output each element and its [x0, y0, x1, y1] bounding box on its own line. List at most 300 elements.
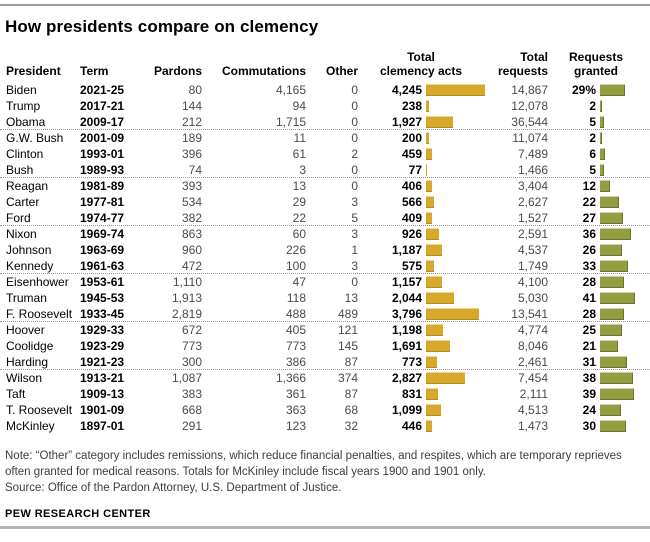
cell-requests-granted: 2 — [589, 99, 596, 113]
cell-term: 2009-17 — [80, 114, 125, 129]
cell-commutations: 1,715 — [275, 114, 306, 129]
granted-bar — [600, 372, 633, 384]
cell-president: Clinton — [6, 147, 44, 161]
cell-other: 0 — [351, 179, 358, 193]
cell-commutations: 47 — [292, 275, 306, 289]
cell-other: 0 — [351, 275, 358, 289]
cell-total-clemency-acts: 238 — [401, 99, 422, 113]
table-row — [0, 114, 650, 130]
cell-clemency-bar — [422, 212, 484, 224]
cell-requests-granted: 24 — [582, 403, 596, 417]
cell-clemency-bar — [422, 308, 484, 320]
cell-term: 1923-29 — [80, 339, 125, 353]
cell-term: 1974-77 — [80, 210, 125, 225]
cell-pardons: 382 — [181, 210, 202, 225]
table-row — [0, 146, 650, 162]
cell-pardons: 300 — [181, 354, 202, 369]
cell-total-clemency-acts: 4,245 — [391, 83, 422, 97]
cell-other: 87 — [344, 387, 358, 401]
cell-requests-granted: 6 — [589, 147, 596, 161]
cell-granted-bar — [596, 388, 644, 400]
granted-bar — [600, 180, 610, 192]
cell-requests-granted: 26 — [582, 243, 596, 257]
clemency-bar — [426, 228, 439, 240]
cell-commutations: 363 — [285, 403, 306, 417]
cell-commutations: 22 — [292, 210, 306, 225]
cell-commutations: 773 — [285, 339, 306, 353]
cell-other: 3 — [351, 195, 358, 209]
cell-total-clemency-acts: 1,099 — [391, 403, 422, 417]
cell-term: 1953-61 — [80, 275, 125, 289]
header-total-requests — [484, 50, 548, 78]
cell-commutations: 4,165 — [275, 83, 306, 97]
granted-bar — [600, 116, 604, 128]
granted-bar — [600, 100, 602, 112]
cell-granted-bar — [596, 292, 644, 304]
table-row — [0, 402, 650, 418]
cell-other: 121 — [337, 323, 358, 337]
cell-president: Ford — [6, 210, 31, 225]
cell-total-clemency-acts: 446 — [401, 419, 422, 433]
cell-total-requests: 7,454 — [517, 371, 548, 385]
cell-granted-bar — [596, 308, 644, 320]
table-row — [0, 98, 650, 114]
cell-president: Truman — [6, 291, 47, 305]
cell-clemency-bar — [422, 356, 484, 368]
cell-requests-granted: 12 — [582, 179, 596, 193]
cell-term: 2017-21 — [80, 99, 125, 113]
cell-requests-granted: 5 — [589, 162, 596, 177]
table-row — [0, 130, 650, 146]
cell-total-clemency-acts: 2,827 — [391, 371, 422, 385]
cell-other: 489 — [337, 306, 358, 321]
granted-bar — [600, 356, 627, 368]
cell-president: F. Roosevelt — [6, 306, 73, 321]
cell-total-requests: 4,513 — [517, 403, 548, 417]
granted-bar — [600, 260, 628, 272]
cell-total-clemency-acts: 200 — [401, 131, 422, 145]
clemency-bar — [426, 340, 450, 352]
cell-clemency-bar — [422, 324, 484, 336]
clemency-bar — [426, 324, 443, 336]
cell-commutations: 488 — [285, 306, 306, 321]
cell-total-clemency-acts: 459 — [401, 147, 422, 161]
cell-pardons: 668 — [181, 403, 202, 417]
clemency-bar — [426, 212, 432, 224]
table-row — [0, 274, 650, 290]
table-row — [0, 210, 650, 226]
cell-clemency-bar — [422, 340, 484, 352]
cell-president: Obama — [6, 114, 46, 129]
header-other: Other — [325, 64, 358, 78]
table-row — [0, 322, 650, 338]
cell-clemency-bar — [422, 100, 484, 112]
brand-label: PEW RESEARCH CENTER — [5, 508, 151, 520]
cell-term: 2021-25 — [80, 83, 125, 97]
clemency-bar — [426, 180, 432, 192]
header-requests-granted — [548, 50, 644, 78]
cell-total-clemency-acts: 1,691 — [391, 339, 422, 353]
cell-total-requests: 1,527 — [517, 210, 548, 225]
cell-clemency-bar — [422, 372, 484, 384]
cell-term: 1977-81 — [80, 195, 125, 209]
cell-term: 1945-53 — [80, 291, 125, 305]
granted-bar — [600, 148, 605, 160]
cell-other: 13 — [344, 291, 358, 305]
cell-commutations: 123 — [285, 419, 306, 433]
table-row — [0, 370, 650, 386]
cell-granted-bar — [596, 212, 644, 224]
cell-granted-bar — [596, 404, 644, 416]
cell-pardons: 960 — [181, 243, 202, 257]
cell-requests-granted: 22 — [582, 195, 596, 209]
cell-other: 0 — [351, 114, 358, 129]
cell-commutations: 100 — [285, 258, 306, 273]
header-pardons: Pardons — [153, 64, 202, 78]
clemency-bar — [426, 148, 432, 160]
cell-total-clemency-acts: 1,157 — [391, 275, 422, 289]
granted-bar — [600, 324, 622, 336]
cell-president: Wilson — [6, 371, 43, 385]
cell-other: 87 — [344, 354, 358, 369]
cell-clemency-bar — [422, 180, 484, 192]
cell-president: Taft — [6, 387, 26, 401]
cell-pardons: 80 — [188, 83, 202, 97]
bottom-rule — [0, 526, 650, 529]
cell-granted-bar — [596, 164, 644, 176]
cell-clemency-bar — [422, 276, 484, 288]
source-text: Source: Office of the Pardon Attorney, U.S. Department of Justice. — [5, 482, 342, 494]
cell-term: 1981-89 — [80, 179, 125, 193]
cell-total-requests: 4,537 — [517, 243, 548, 257]
cell-clemency-bar — [422, 292, 484, 304]
header-total-requests-line1: Total — [520, 50, 548, 64]
cell-requests-granted: 41 — [582, 291, 596, 305]
header-requests-granted-line1: Requests — [568, 50, 624, 64]
cell-other: 1 — [351, 243, 358, 257]
clemency-bar — [426, 100, 429, 112]
cell-president: McKinley — [6, 419, 55, 433]
cell-commutations: 11 — [293, 131, 306, 145]
cell-total-requests: 1,466 — [517, 162, 548, 177]
cell-total-requests: 11,074 — [512, 131, 548, 145]
table-body — [0, 82, 650, 434]
header-term: Term — [80, 64, 109, 78]
cell-commutations: 29 — [292, 195, 306, 209]
clemency-bar — [426, 308, 479, 320]
table-row — [0, 354, 650, 370]
cell-total-requests: 5,030 — [517, 291, 548, 305]
cell-clemency-bar — [422, 388, 484, 400]
cell-granted-bar — [596, 148, 644, 160]
header-commutations: Commutations — [222, 64, 306, 78]
cell-pardons: 383 — [181, 387, 202, 401]
cell-pardons: 74 — [188, 162, 202, 177]
header-total-clemency-acts-line1: Total — [407, 50, 435, 64]
cell-term: 1989-93 — [80, 162, 125, 177]
clemency-bar — [426, 276, 442, 288]
cell-total-requests: 2,111 — [519, 387, 548, 401]
clemency-bar — [426, 420, 432, 432]
cell-other: 0 — [351, 99, 358, 113]
header-president: President — [6, 64, 61, 78]
cell-commutations: 405 — [285, 323, 306, 337]
cell-president: Eisenhower — [6, 275, 69, 289]
cell-requests-granted: 21 — [582, 339, 596, 353]
cell-other: 3 — [351, 227, 358, 241]
cell-granted-bar — [596, 356, 644, 368]
cell-pardons: 1,087 — [171, 371, 202, 385]
clemency-bar — [426, 196, 434, 208]
cell-term: 1901-09 — [80, 403, 125, 417]
cell-pardons: 144 — [181, 99, 202, 113]
cell-president: Reagan — [6, 179, 49, 193]
cell-requests-granted: 31 — [582, 354, 596, 369]
header-total-clemency-acts — [358, 50, 484, 78]
clemency-bar — [426, 356, 437, 368]
cell-pardons: 189 — [181, 131, 202, 145]
cell-pardons: 1,110 — [172, 275, 202, 289]
header-requests-granted-line2: granted — [573, 64, 618, 78]
cell-granted-bar — [596, 132, 644, 144]
cell-granted-bar — [596, 180, 644, 192]
cell-requests-granted: 36 — [582, 227, 596, 241]
clemency-bar — [426, 388, 438, 400]
clemency-bar — [426, 164, 427, 176]
clemency-bar — [426, 372, 465, 384]
cell-term: 1897-01 — [80, 419, 125, 433]
cell-commutations: 361 — [285, 387, 306, 401]
granted-bar — [600, 308, 624, 320]
cell-total-requests: 2,461 — [517, 354, 548, 369]
clemency-bar — [426, 292, 454, 304]
cell-clemency-bar — [422, 84, 484, 96]
cell-pardons: 863 — [181, 227, 202, 241]
table-row — [0, 290, 650, 306]
cell-total-clemency-acts: 1,198 — [391, 323, 422, 337]
cell-clemency-bar — [422, 260, 484, 272]
granted-bar — [600, 228, 631, 240]
cell-total-requests: 14,867 — [511, 83, 548, 97]
cell-requests-granted: 28 — [582, 306, 596, 321]
granted-bar — [600, 196, 619, 208]
cell-commutations: 61 — [292, 147, 306, 161]
cell-total-clemency-acts: 77 — [408, 162, 422, 177]
table-row — [0, 386, 650, 402]
cell-total-clemency-acts: 409 — [401, 210, 422, 225]
cell-granted-bar — [596, 84, 644, 96]
cell-requests-granted: 38 — [582, 371, 596, 385]
cell-commutations: 94 — [292, 99, 306, 113]
cell-total-clemency-acts: 773 — [401, 354, 422, 369]
cell-president: Coolidge — [6, 339, 54, 353]
cell-commutations: 118 — [286, 291, 306, 305]
table-row — [0, 258, 650, 274]
cell-granted-bar — [596, 324, 644, 336]
cell-president: G.W. Bush — [6, 131, 64, 145]
cell-other: 32 — [344, 419, 358, 433]
cell-term: 1993-01 — [80, 147, 125, 161]
table-row — [0, 418, 650, 434]
table-row — [0, 338, 650, 354]
cell-clemency-bar — [422, 116, 484, 128]
cell-total-clemency-acts: 406 — [401, 179, 422, 193]
cell-commutations: 60 — [292, 227, 306, 241]
table-row — [0, 194, 650, 210]
page-title: How presidents compare on clemency — [5, 17, 319, 36]
cell-other: 3 — [351, 258, 358, 273]
cell-other: 5 — [351, 210, 358, 225]
cell-requests-granted: 30 — [582, 419, 596, 433]
cell-total-requests: 12,078 — [511, 99, 548, 113]
cell-pardons: 396 — [181, 147, 202, 161]
cell-requests-granted: 29% — [571, 83, 596, 97]
granted-bar — [600, 84, 625, 96]
cell-pardons: 773 — [181, 339, 202, 353]
cell-granted-bar — [596, 340, 644, 352]
cell-pardons: 212 — [181, 114, 202, 129]
cell-clemency-bar — [422, 244, 484, 256]
cell-president: Bush — [6, 162, 34, 177]
header-total-clemency-acts-line2: clemency acts — [379, 64, 463, 78]
cell-total-clemency-acts: 575 — [401, 258, 422, 273]
clemency-bar — [426, 244, 442, 256]
cell-other: 2 — [351, 147, 358, 161]
cell-requests-granted: 33 — [582, 258, 596, 273]
cell-total-clemency-acts: 926 — [401, 227, 422, 241]
granted-bar — [600, 292, 635, 304]
cell-pardons: 672 — [181, 323, 202, 337]
cell-other: 0 — [351, 83, 358, 97]
cell-total-requests: 3,404 — [517, 179, 548, 193]
cell-president: Carter — [6, 195, 40, 209]
granted-bar — [600, 404, 621, 416]
cell-pardons: 2,819 — [171, 306, 202, 321]
cell-requests-granted: 39 — [582, 387, 596, 401]
cell-granted-bar — [596, 420, 644, 432]
table-row — [0, 178, 650, 194]
cell-total-requests: 1,473 — [517, 419, 548, 433]
cell-term: 1969-74 — [80, 227, 125, 241]
cell-president: Harding — [6, 354, 49, 369]
cell-clemency-bar — [422, 132, 484, 144]
granted-bar — [600, 244, 622, 256]
clemency-bar — [426, 84, 485, 96]
cell-commutations: 13 — [292, 179, 306, 193]
cell-clemency-bar — [422, 164, 484, 176]
granted-bar — [600, 340, 618, 352]
cell-total-requests: 1,749 — [517, 258, 548, 273]
cell-commutations: 226 — [285, 243, 306, 257]
cell-term: 1921-23 — [80, 354, 125, 369]
cell-granted-bar — [596, 196, 644, 208]
cell-term: 1963-69 — [80, 243, 125, 257]
cell-total-requests: 2,591 — [517, 227, 548, 241]
granted-bar — [600, 212, 623, 224]
cell-granted-bar — [596, 260, 644, 272]
cell-granted-bar — [596, 116, 644, 128]
cell-clemency-bar — [422, 228, 484, 240]
table-row — [0, 82, 650, 98]
cell-other: 0 — [351, 162, 358, 177]
clemency-bar — [426, 132, 429, 144]
cell-president: Nixon — [6, 227, 37, 241]
cell-requests-granted: 25 — [582, 323, 596, 337]
cell-term: 1929-33 — [80, 323, 125, 337]
cell-requests-granted: 28 — [582, 275, 596, 289]
cell-requests-granted: 5 — [589, 114, 596, 129]
cell-requests-granted: 27 — [582, 210, 596, 225]
cell-total-clemency-acts: 1,187 — [391, 243, 422, 257]
clemency-bar — [426, 116, 453, 128]
cell-granted-bar — [596, 276, 644, 288]
cell-pardons: 472 — [181, 258, 202, 273]
cell-term: 1933-45 — [80, 306, 125, 321]
cell-total-requests: 7,489 — [517, 147, 548, 161]
header-total-requests-line2: requests — [497, 64, 548, 78]
note-text: Note: “Other” category includes remissions, which reduce financial penalties, and respites, which are temporary reprieves often granted for medical reasons. Totals for McKinley include fiscal years 1900 and 1901 only. — [5, 450, 622, 478]
cell-term: 1961-63 — [80, 258, 125, 273]
cell-president: Kennedy — [6, 258, 54, 273]
cell-total-requests: 13,541 — [511, 306, 548, 321]
cell-commutations: 386 — [285, 354, 306, 369]
granted-bar — [600, 276, 624, 288]
cell-president: Trump — [6, 99, 41, 113]
cell-requests-granted: 2 — [589, 131, 596, 145]
cell-other: 68 — [344, 403, 358, 417]
cell-total-requests: 36,544 — [511, 114, 548, 129]
clemency-bar — [426, 260, 434, 272]
cell-clemency-bar — [422, 404, 484, 416]
cell-total-clemency-acts: 566 — [401, 195, 422, 209]
table-row — [0, 306, 650, 322]
cell-commutations: 3 — [299, 162, 306, 177]
cell-term: 1909-13 — [80, 387, 125, 401]
cell-term: 1913-21 — [80, 371, 125, 385]
table-row — [0, 226, 650, 242]
granted-bar — [600, 132, 602, 144]
cell-granted-bar — [596, 100, 644, 112]
table-row — [0, 162, 650, 178]
cell-clemency-bar — [422, 196, 484, 208]
cell-pardons: 1,913 — [171, 291, 202, 305]
clemency-bar — [426, 404, 441, 416]
cell-president: T. Roosevelt — [6, 403, 73, 417]
table-row — [0, 242, 650, 258]
cell-other: 145 — [337, 339, 358, 353]
cell-granted-bar — [596, 372, 644, 384]
cell-pardons: 291 — [181, 419, 202, 433]
cell-total-clemency-acts: 831 — [401, 387, 422, 401]
granted-bar — [600, 420, 626, 432]
table-header — [0, 50, 650, 78]
cell-president: Johnson — [6, 243, 52, 257]
cell-granted-bar — [596, 228, 644, 240]
cell-clemency-bar — [422, 148, 484, 160]
top-rule — [0, 4, 650, 6]
cell-other: 374 — [337, 371, 358, 385]
cell-total-requests: 8,046 — [517, 339, 548, 353]
cell-total-clemency-acts: 2,044 — [391, 291, 422, 305]
cell-president: Biden — [6, 83, 37, 97]
cell-granted-bar — [596, 244, 644, 256]
cell-total-clemency-acts: 3,796 — [391, 306, 422, 321]
cell-total-requests: 4,774 — [517, 323, 548, 337]
cell-total-clemency-acts: 1,927 — [391, 114, 422, 129]
cell-total-requests: 2,627 — [517, 195, 548, 209]
granted-bar — [600, 388, 634, 400]
cell-pardons: 393 — [181, 179, 202, 193]
